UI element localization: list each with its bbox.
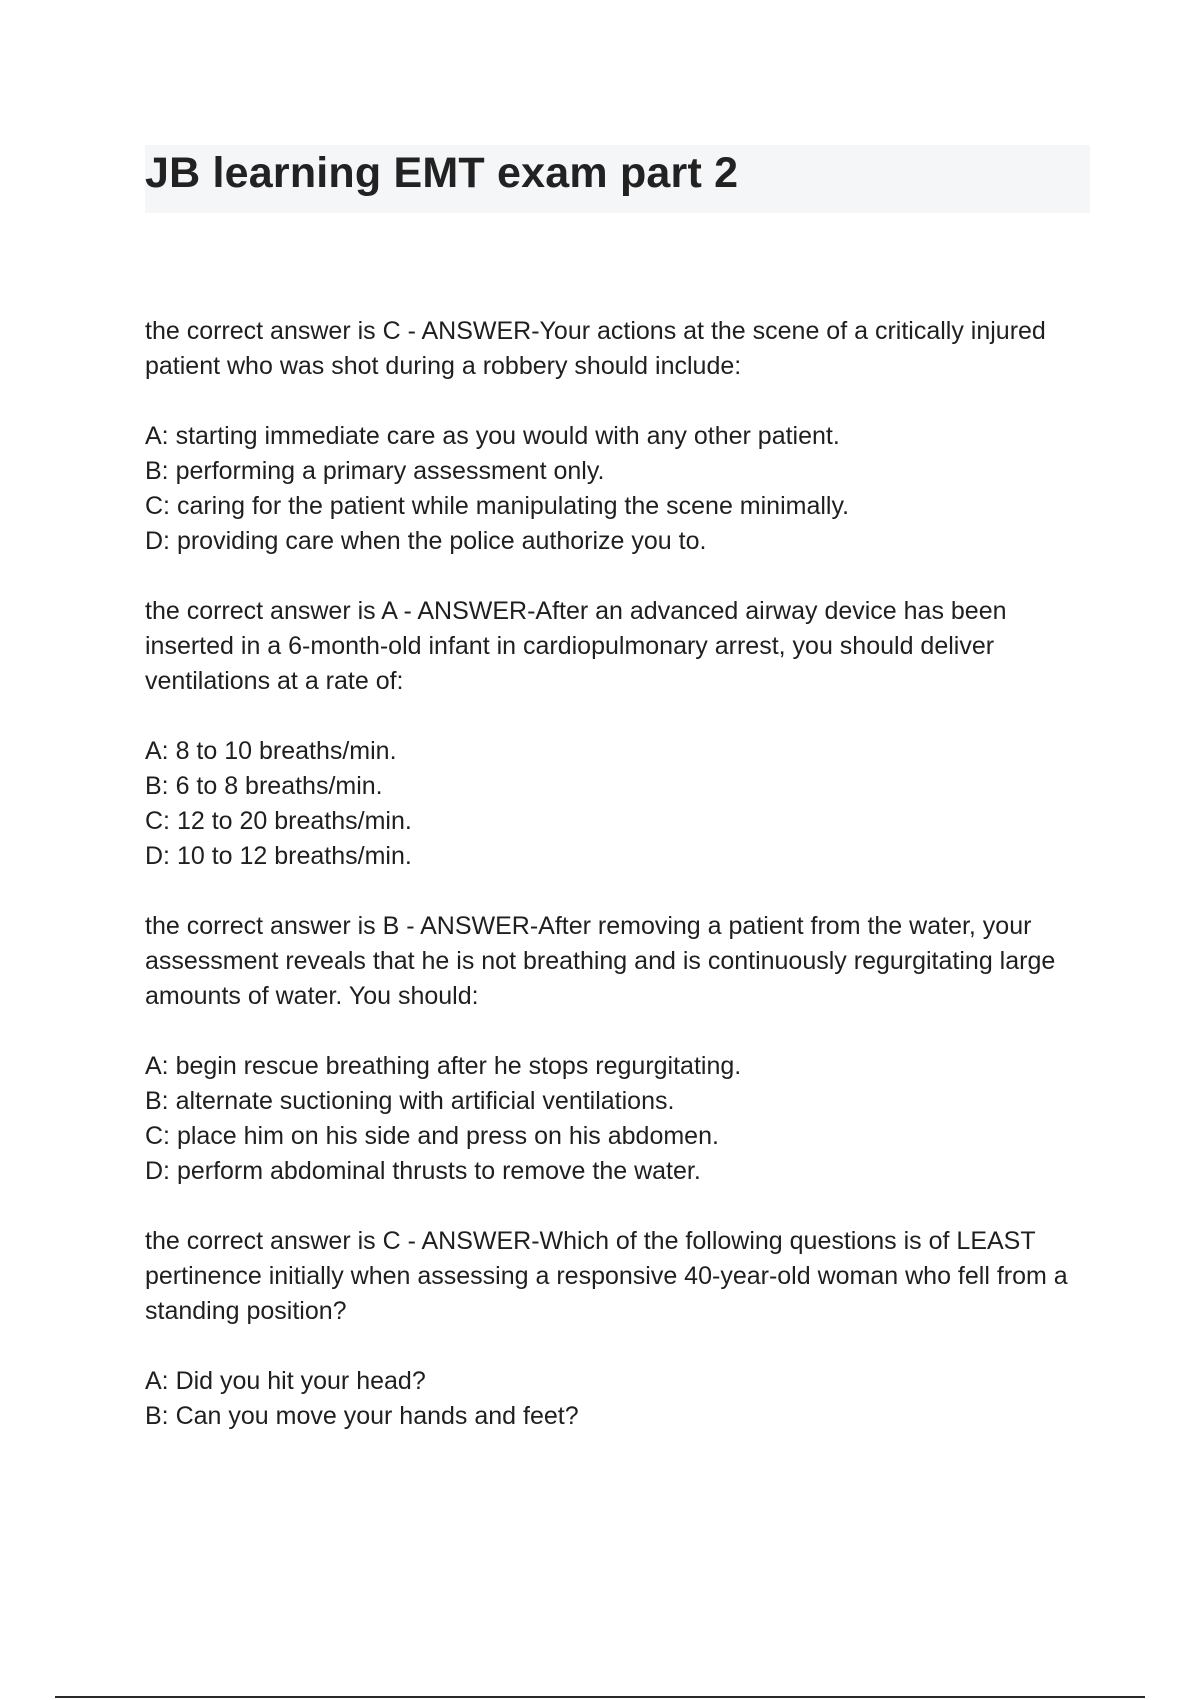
- answer-option: D: 10 to 12 breaths/min.: [145, 842, 412, 870]
- document-title: JB learning EMT exam part 2: [145, 149, 739, 197]
- question-text: the correct answer is A - ANSWER-After an advanced airway device has been inserted in a 6-month-old infant in cardiopulmonary arrest, you should deliver ventilations at a rate of:: [145, 597, 1007, 695]
- question-block: [145, 314, 1090, 559]
- answer-option: C: caring for the patient while manipulating the scene minimally.: [145, 492, 850, 520]
- answer-option: B: alternate suctioning with artificial ventilations.: [145, 1087, 675, 1115]
- answer-option: C: place him on his side and press on his abdomen.: [145, 1122, 719, 1150]
- question-text: the correct answer is B - ANSWER-After removing a patient from the water, your assessment reveals that he is not breathing and is continuously regurgitating large amounts of water. You should:: [145, 912, 1056, 1010]
- page-divider: [55, 1696, 1145, 1698]
- answer-option: A: begin rescue breathing after he stops regurgitating.: [145, 1052, 742, 1080]
- question-text: the correct answer is C - ANSWER-Your actions at the scene of a critically injured patient who was shot during a robbery should include:: [145, 317, 1046, 380]
- answer-option: A: 8 to 10 breaths/min.: [145, 737, 397, 765]
- answer-option: D: perform abdominal thrusts to remove the water.: [145, 1157, 701, 1185]
- answer-options: [145, 734, 1090, 874]
- answer-option: A: starting immediate care as you would with any other patient.: [145, 422, 840, 450]
- answer-option: B: 6 to 8 breaths/min.: [145, 772, 383, 800]
- question-block: [145, 1224, 1090, 1434]
- question-text: the correct answer is C - ANSWER-Which of the following questions is of LEAST pertinence initially when assessing a responsive 40-year-old woman who fell from a standing position?: [145, 1227, 1068, 1325]
- answer-options: [145, 1049, 1090, 1189]
- title-banner: [145, 145, 1090, 213]
- answer-options: [145, 419, 1090, 559]
- answer-options: [145, 1364, 1090, 1434]
- answer-option: B: performing a primary assessment only.: [145, 457, 605, 485]
- answer-option: C: 12 to 20 breaths/min.: [145, 807, 412, 835]
- answer-option: B: Can you move your hands and feet?: [145, 1402, 579, 1430]
- question-block: [145, 909, 1090, 1189]
- question-list: [145, 314, 1090, 1469]
- question-block: [145, 594, 1090, 874]
- answer-option: A: Did you hit your head?: [145, 1367, 426, 1395]
- answer-option: D: providing care when the police authorize you to.: [145, 527, 707, 555]
